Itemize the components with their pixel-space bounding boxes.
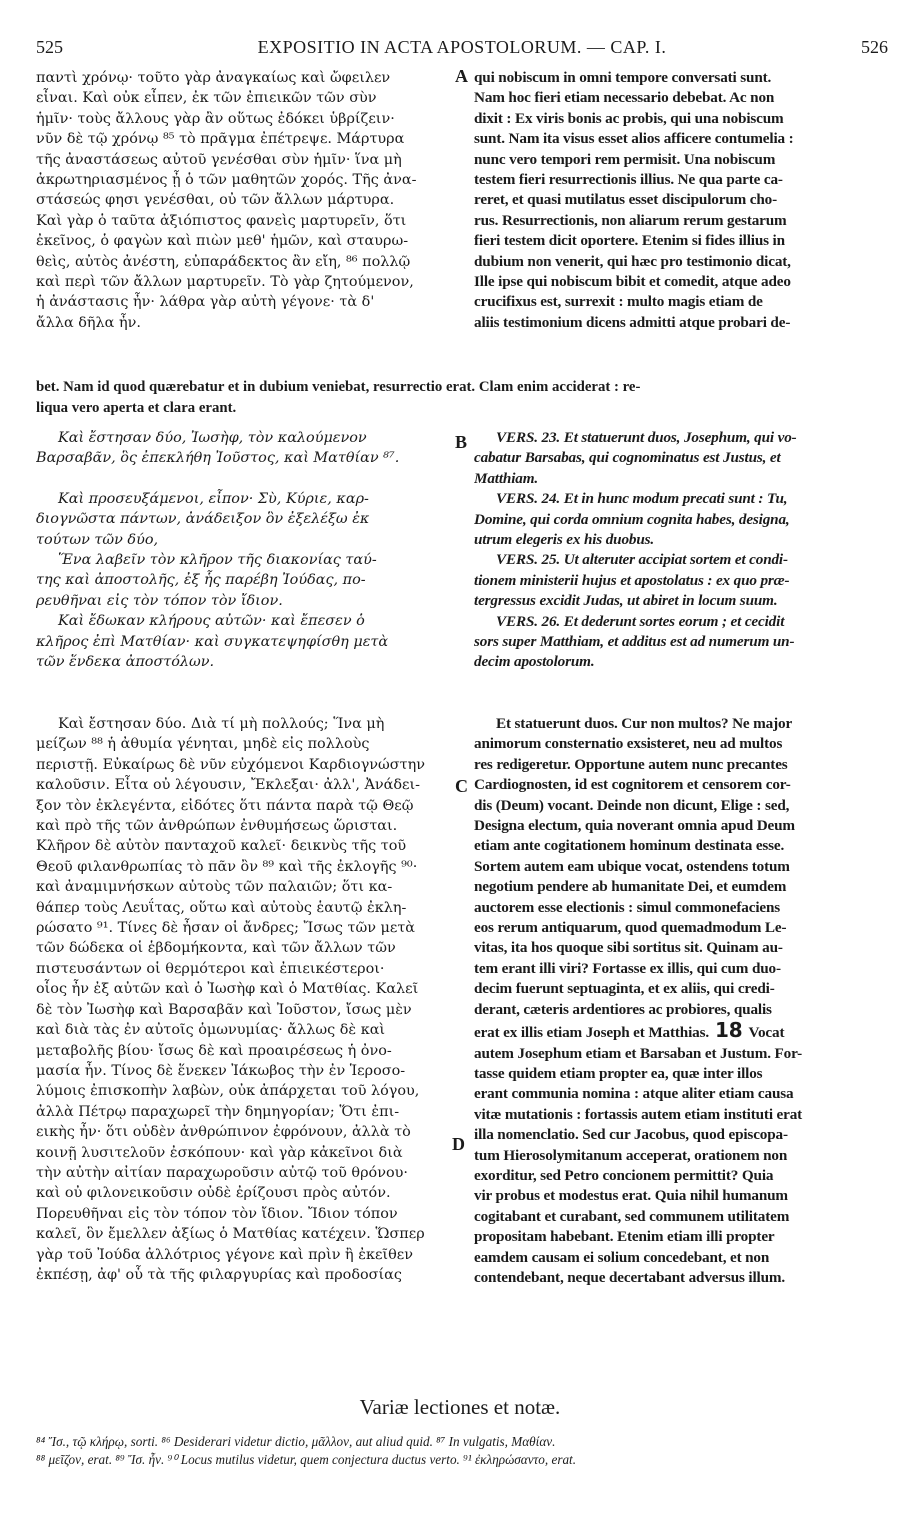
latin-line: contendebant, neque decertabant adversus illum. xyxy=(474,1268,786,1286)
greek-line: λύμοις ἐπισκοπὴν λαβὼν, οὐκ ἀπάρχεται τοῦ λόγου, xyxy=(36,1083,420,1100)
latin-line: nunc vero tempori rem permisit. Una nobiscum xyxy=(474,150,776,168)
latin-line: vir probus et modestus erat. Quia nihil humanum xyxy=(474,1187,788,1205)
verse-block xyxy=(474,428,886,489)
latin-line: qui nobiscum in omni tempore conversati sunt. xyxy=(474,69,772,86)
latin-line-text: Vocat xyxy=(748,1024,785,1042)
latin-line: etiam ante cogitationem hominum destinata esse. xyxy=(474,837,785,855)
greek-line: Καὶ ἔστησαν δύο. Διὰ τί μὴ πολλούς; Ἵνα μὴ xyxy=(58,716,385,732)
greek-line: καὶ ἀναμιμνήσκων αὐτοὺς τῶν παλαιῶν; ὅτι κα- xyxy=(36,879,393,896)
verse-line: τῶν ἕνδεκα ἀποστόλων. xyxy=(36,654,215,671)
verse-line: Ἕνα λαβεῖν τὸν κλῆρον τῆς διακονίας ταύ- xyxy=(58,552,377,569)
note-line: ⁸⁴ Ἴσ., τῷ κλήρῳ, sorti. ⁸⁶ Desiderari videtur dictio, μᾶλλον, aut aliud quid. ⁸⁷ In vulgatis, Μαθίαν. xyxy=(36,1434,556,1449)
greek-verses xyxy=(36,428,450,672)
greek-line: τὴν αὐτὴν αἰτίαν παραχωροῦσιν αὐτῷ τοῦ θρόνου· xyxy=(36,1164,408,1181)
greek-line: καὶ περὶ τῶν ἄλλων μαρτυρεῖν. Τὸ γὰρ ζητούμενον, xyxy=(36,274,414,291)
latin-line: cogitabant et curabant, sed communem utilitatem xyxy=(474,1207,790,1225)
greek-line: οἷος ἦν ἐξ αὐτῶν καὶ ὁ Ἰωσὴφ καὶ ὁ Ματθίας. Καλεῖ xyxy=(36,981,419,998)
verse-line: κλῆρος ἐπὶ Ματθίαν· καὶ συγκατεψηφίσθη μετὰ xyxy=(36,633,389,650)
latin-line: tasse quidem etiam propter ea, quæ inter illos xyxy=(474,1064,763,1082)
latin-line: propositam habebant. Etenim etiam illi propter xyxy=(474,1228,775,1246)
full-width-continuation xyxy=(36,377,888,418)
latin-line: animorum consternatio exsisteret, neu ad multos xyxy=(474,735,783,753)
latin-line: decim fuerunt septuaginta, et ex aliis, qui credi- xyxy=(474,980,775,998)
greek-line: τῶν δώδεκα οἱ ἑβδομήκοντα, καὶ τῶν ἄλλων τῶν xyxy=(36,940,396,957)
verse-line: VERS. 25. Ut alteruter accipiat sortem et condi- xyxy=(496,551,788,569)
greek-line: καὶ οὐ φιλονεικοῦσιν οὐδὲ ἐρίζουσι πρὸς αὐτόν. xyxy=(36,1185,391,1202)
verse-line: τούτων τῶν δύο, xyxy=(36,531,159,548)
greek-line: περιστῇ. Εὐκαίρως δὲ νῦν εὐχόμενοι Καρδιογνώστην xyxy=(36,756,425,773)
latin-line: res redigeretur. Opportune autem nunc precantes xyxy=(474,755,788,773)
verse-block xyxy=(36,611,450,672)
latin-line: autem Josephum etiam et Barsaban et Justum. For- xyxy=(474,1044,803,1062)
verse-line: Domine, qui corda omnium cognita habes, designa, xyxy=(474,510,790,528)
latin-line: Nam hoc fieri etiam necessario debebat. Ac non xyxy=(474,89,775,107)
verse-block xyxy=(36,550,450,611)
greek-line: ἐκεῖνος, ὁ φαγὼν καὶ πιὼν μεθ' ἡμῶν, καὶ σταυρω- xyxy=(36,233,409,250)
running-title: EXPOSITIO IN ACTA APOSTOLORUM. — CAP. I. xyxy=(257,37,667,57)
latin-line: dubium non venerit, qui hæc pro testimonio dicat, xyxy=(474,252,791,270)
latin-line: Cardiognosten, id est cognitorem et censorem cor- xyxy=(474,776,791,794)
greek-line: ἐκπέσῃ, ἀφ' οὗ τὰ τῆς φιλαργυρίας καὶ προδοσίας xyxy=(36,1266,402,1283)
latin-line: negotium pendere ab humanitate Dei, et eumdem xyxy=(474,878,787,896)
latin-line: Ille ipse qui nobiscum bibit et comedit, atque adeo xyxy=(474,273,791,291)
page-number-left: 525 xyxy=(36,37,63,57)
latin-line: exorditur, sed Petro concionem permittit? Quia xyxy=(474,1166,774,1184)
greek-commentary xyxy=(36,714,450,1285)
verse-line: Καὶ ἔστησαν δύο, Ἰωσὴφ, τὸν καλούμενον xyxy=(58,430,367,446)
verse-line: VERS. 24. Et in hunc modum precati sunt : Tu, xyxy=(496,490,788,508)
latin-line: sunt. Nam ita visus esset alios afficere contumelia : xyxy=(474,130,794,148)
verse-block xyxy=(474,489,886,550)
greek-line: Θεοῦ φιλανθρωπίας τὸ πᾶν ὂν ⁸⁹ καὶ τῆς ἐκλογῆς ⁹⁰· xyxy=(36,858,418,875)
margin-marker-c: C xyxy=(455,776,468,796)
latin-line: dixit : Ex viris bonis ac probis, qui una nobiscum xyxy=(474,109,784,127)
page-number-right: 526 xyxy=(861,37,888,57)
continuation-line: bet. Nam id quod quærebatur et in dubium veniebat, resurrectio erat. Clam enim acciderat : re- xyxy=(36,379,641,395)
latin-line: aliis testimonium dicens admitti atque probari de- xyxy=(474,313,791,331)
verse-line: ρευθῆναι εἰς τὸν τόπον τὸν ἴδιον. xyxy=(36,592,283,609)
greek-line: ἡ ἀνάστασις ἦν· λάθρα γὰρ αὐτὴ γέγονε· τὰ δ' xyxy=(36,294,375,311)
latin-line: derant, cæteris ardentiores ac probiores, qualis xyxy=(474,1000,772,1018)
latin-line: fieri testem dicit oportere. Etenim si fides illius in xyxy=(474,232,785,250)
verse-line: της καὶ ἀποστολῆς, ἐξ ἧς παρέβη Ἰούδας, πο- xyxy=(36,572,366,589)
latin-verses xyxy=(474,428,886,673)
note-line: ⁸⁸ μεῖζον, erat. ⁸⁹ Ἴσ. ἦν. ⁹⁰ Locus mutilus videtur, quem conjectura ductus verto. ⁹¹ ἐκληρώσαντο, erat. xyxy=(36,1452,577,1467)
latin-commentary xyxy=(474,714,886,1288)
greek-line: μασία ἦν. Τίνος δὲ ἕνεκεν Ἰάκωβος τὴν ἐν Ἱεροσο- xyxy=(36,1062,406,1079)
margin-marker-d: D xyxy=(452,1134,465,1154)
greek-line: στάσεώς φησι γενέσθαι, οὐ τῶν ἄλλων μάρτυρα. xyxy=(36,192,395,209)
greek-line: Καὶ γὰρ ὁ ταῦτα ἀξιόπιστος φανεὶς μαρτυρεῖν, ὅτι xyxy=(36,212,407,229)
greek-line: ἀκρωτηριασμένος ᾖ ὁ τῶν μαθητῶν χορός. Τῆς ἀνα- xyxy=(36,172,417,189)
latin-line: illa nomenclatio. Sed cur Jacobus, quod episcopa- xyxy=(474,1126,788,1144)
greek-line: θάπερ τοὺς Λευΐτας, οὕτω καὶ αὐτοὺς ἑαυτῷ ἐκλη- xyxy=(36,899,407,916)
greek-line: πιστευσάντων οἱ θερμότεροι καὶ ἐπιεικέστεροι· xyxy=(36,960,385,977)
greek-column-top xyxy=(36,68,450,333)
verse-block xyxy=(474,550,886,611)
latin-line: rus. Resurrectionis, non aliarum rerum gestarum xyxy=(474,211,787,229)
verse-line: VERS. 26. Et dederunt sortes eorum ; et cecidit xyxy=(496,612,785,630)
notes-block xyxy=(36,1433,888,1469)
latin-line: eos rerum antiquarum, quod quemadmodum Le- xyxy=(474,919,787,937)
greek-line: μείζων ⁸⁸ ἡ ἀθυμία γένηται, μηδὲ εἰς πολλοὺς xyxy=(36,736,370,753)
page-header xyxy=(36,37,888,61)
latin-line: vitas, ita hos quoque sibi sortitus sit. Quinam au- xyxy=(474,939,783,957)
latin-line: Designa electum, quia noverant omnia apud Deum xyxy=(474,817,795,835)
latin-line: testem fieri resurrectionis illius. Ne qua parte ca- xyxy=(474,171,783,189)
notes-heading: Variæ lectiones et notæ. xyxy=(359,1395,561,1419)
latin-line: erant communia nomina : atque aliter etiam causa xyxy=(474,1085,794,1103)
greek-line: Πορευθῆναι εἰς τὸν τόπον τὸν ἴδιον. Ἴδιον τόπον xyxy=(36,1205,398,1222)
greek-line: θεὶς, αὐτὸς ἀνέστη, εὐπαράδεκτος ἂν εἴη, ⁸⁶ πολλῷ xyxy=(36,253,411,270)
greek-line: καὶ διὰ τὰς ἐν αὐτοῖς ὁμωνυμίας· ἄλλως δὲ καὶ xyxy=(36,1022,386,1039)
greek-line: εικὴς ἦν· ὅτι οὐδὲν ἀνθρώπινον ἐφρόνουν, ἀλλὰ τὸ xyxy=(36,1124,411,1141)
verse-line: sors super Matthiam, et additus est ad numerum un- xyxy=(474,633,795,651)
verse-line: Βαρσαβᾶν, ὃς ἐπεκλήθη Ἰοῦστος, καὶ Ματθίαν ⁸⁷. xyxy=(36,450,400,467)
verse-line: VERS. 23. Et statuerunt duos, Josephum, qui vo- xyxy=(496,429,797,446)
latin-line: tum Hierosolymitanum acceperat, orationem non xyxy=(474,1146,788,1164)
latin-line: reret, et quasi mutilatus esset discipulorum cho- xyxy=(474,191,777,209)
latin-line: Sortem autem eam ubique vocat, ostendens totum xyxy=(474,857,790,875)
margin-marker-b: B xyxy=(455,432,468,452)
greek-line: ἀλλὰ Πέτρῳ παραχωρεῖ τὴν δημηγορίαν; Ὅτι ἐπι- xyxy=(36,1103,400,1120)
greek-line: καλεῖ, ὃν ἔμελλεν ἀξίως ὁ Ματθίας κατέχειν. Ὥσπερ xyxy=(36,1226,425,1243)
greek-line: ξον τὸν ἐκλεγέντα, εἰδότες ὅτι πάντα παρὰ τῷ Θεῷ xyxy=(36,797,414,814)
latin-line: Et statuerunt duos. Cur non multos? Ne major xyxy=(496,715,793,732)
greek-line: δὲ τὸν Ἰωσὴφ καὶ Βαρσαβᾶν καὶ Ἰοῦστον, ἴσως μὲν xyxy=(36,1001,412,1018)
greek-line: Κλῆρον δὲ αὐτὸν πανταχοῦ καλεῖ· δεικνὺς τῆς τοῦ xyxy=(36,838,407,855)
latin-line: auctorem esse electionis : simul commonefaciens xyxy=(474,898,781,916)
verse-line: Καὶ ἔδωκαν κλήρους αὐτῶν· καὶ ἔπεσεν ὁ xyxy=(58,613,365,630)
verse-line: utrum elegeris ex his duobus. xyxy=(474,531,655,549)
greek-line: ἡμῖν· τοὺς ἄλλους γὰρ ἂν οὕτως ἐδόκει ὑβρίζειν· xyxy=(36,110,395,127)
greek-line: κοινῇ λυσιτελοῦν ἐσκόπουν· καὶ γὰρ κἀκεῖνοι διὰ xyxy=(36,1144,403,1161)
verse-line: cabatur Barsabas, qui cognominatus est Justus, et xyxy=(474,449,781,467)
greek-line: καὶ πρὸ τῆς τῶν ἀνθρώπων ἐνθυμήσεως ὥρισται. xyxy=(36,818,398,835)
column-number-marker: 18 xyxy=(715,1020,743,1043)
verse-block xyxy=(474,612,886,673)
verse-line: διογνῶστα πάντων, ἀνάδειξον ὃν ἐξελέξω ἐκ xyxy=(36,511,370,528)
greek-line: ἄλλα δῆλα ἦν. xyxy=(36,314,141,331)
verse-line: tionem ministerii hujus et apostolatus : ex quo præ- xyxy=(474,571,790,589)
greek-line: παντὶ χρόνῳ· τοῦτο γὰρ ἀναγκαίως καὶ ὤφειλεν xyxy=(36,70,391,86)
latin-column-top xyxy=(474,68,886,333)
greek-line: τῆς ἀναστάσεως αὐτοῦ γενέσθαι σὺν ἡμῖν· ἵνα μὴ xyxy=(36,151,402,168)
verse-block xyxy=(36,489,450,550)
latin-line: dis (Deum) vocant. Deinde non dicunt, Elige : sed, xyxy=(474,796,790,814)
greek-line: γὰρ τοῦ Ἰούδα ἀλλότριος γέγονε καὶ πρὶν ἢ ἐκεῖθεν xyxy=(36,1246,413,1263)
continuation-line: liqua vero aperta et clara erant. xyxy=(36,399,237,416)
verse-line: Matthiam. xyxy=(474,469,539,487)
greek-line: καλοῦσιν. Εἶτα οὐ λέγουσιν, Ἔκλεξαι· ἀλλ', Ἀνάδει- xyxy=(36,777,421,794)
margin-marker-a: A xyxy=(455,66,468,86)
latin-line: tem erant illi viri? Fortasse ex illis, qui cum duo- xyxy=(474,959,781,977)
latin-line: vitæ mutationis : fortassis autem etiam instituti erat xyxy=(474,1105,803,1123)
latin-line-text: erat ex illis etiam Joseph et Matthias. xyxy=(474,1024,709,1042)
latin-line xyxy=(474,1020,886,1043)
verse-line: Καὶ προσευξάμενοι, εἶπον· Σὺ, Κύριε, καρ- xyxy=(58,490,369,507)
latin-line: eamdem causam ei solium concedebant, et non xyxy=(474,1248,770,1266)
verse-line: tergressus excidit Judas, ut abiret in locum suum. xyxy=(474,592,778,610)
latin-line: crucifixus est, surrexit : multo magis etiam de xyxy=(474,293,763,311)
greek-line: νῦν δὲ τῷ χρόνῳ ⁸⁵ τὸ πρᾶγμα ἐπέτρεψε. Μάρτυρα xyxy=(36,131,405,148)
greek-line: εἶναι. Καὶ οὐκ εἶπεν, ἐκ τῶν ἐπιεικῶν τῶν σὺν xyxy=(36,90,377,107)
greek-line: μεταβολῆς βίου· ἴσως δὲ καὶ προαιρέσεως ἡ ὀνο- xyxy=(36,1042,392,1059)
verse-line: decim apostolorum. xyxy=(474,653,595,671)
verse-block xyxy=(36,428,450,469)
greek-line: ρώσατο ⁹¹. Τίνες δὲ ἦσαν οἱ ἄνδρες; Ἴσως τῶν μετὰ xyxy=(36,920,416,937)
